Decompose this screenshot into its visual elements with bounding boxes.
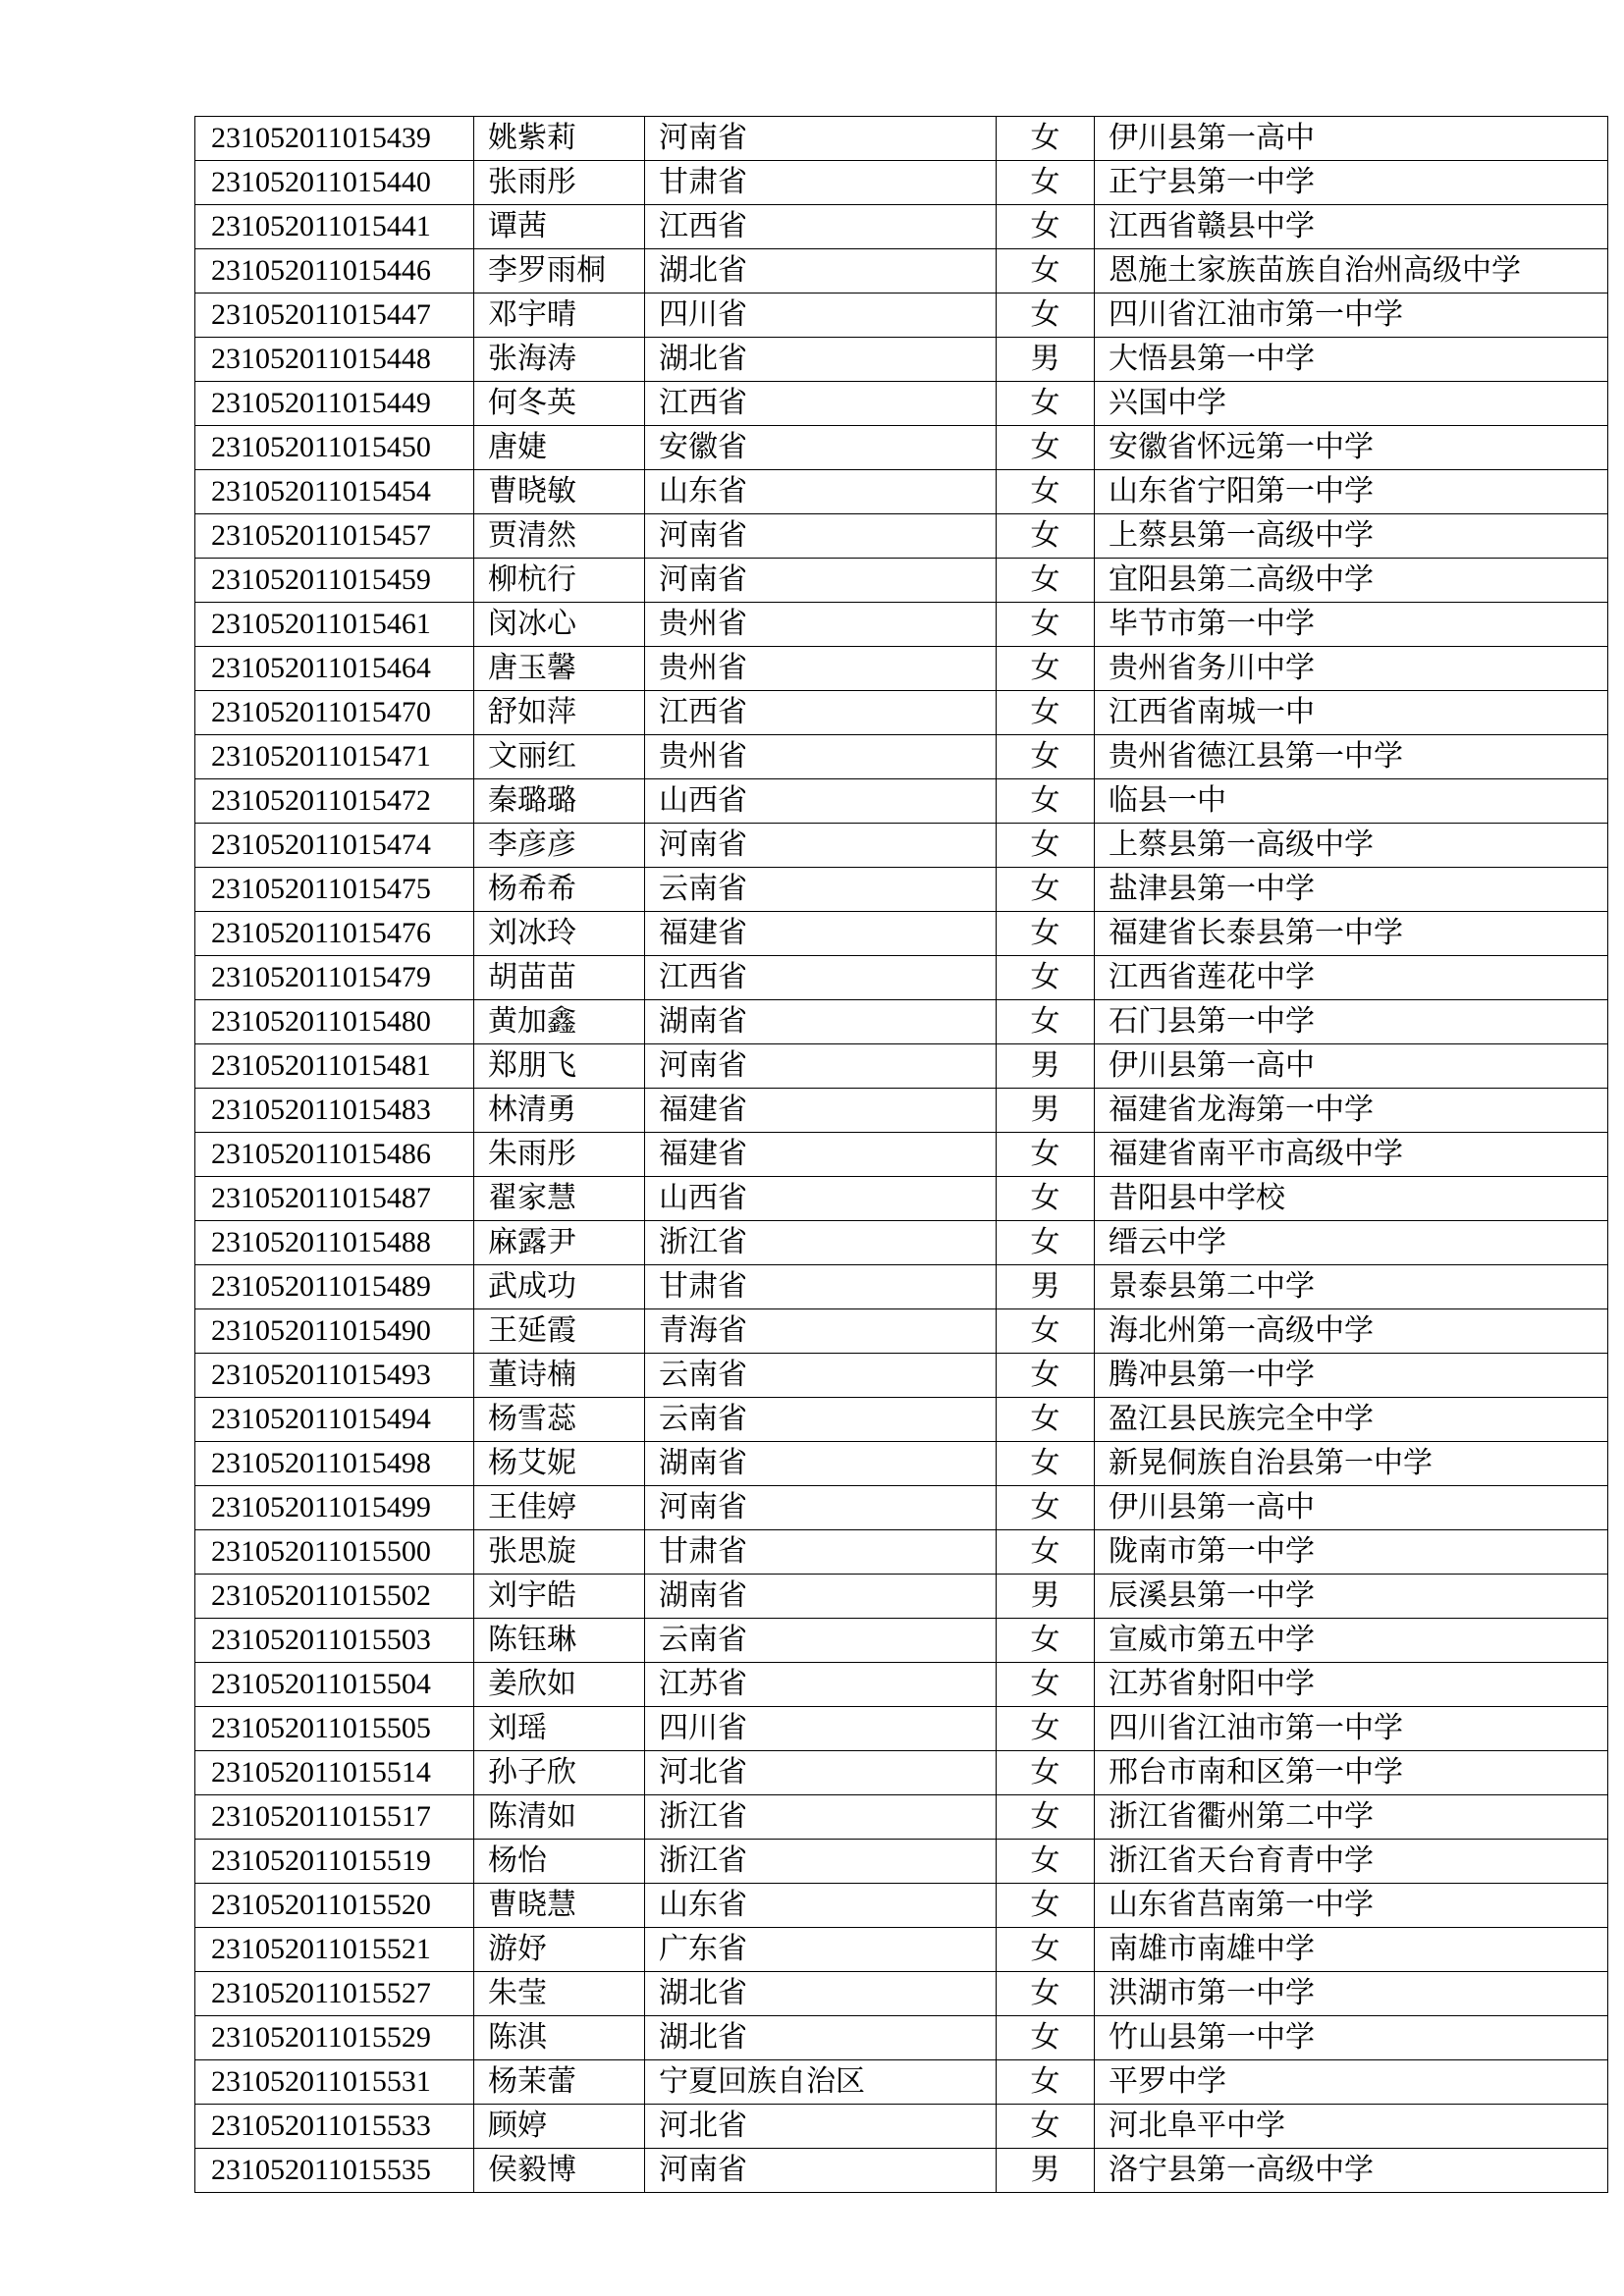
student-name-cell: 杨怡 [474, 1840, 645, 1884]
gender-cell: 女 [997, 1619, 1095, 1663]
gender-cell: 女 [997, 956, 1095, 1000]
table-row [195, 1044, 1608, 1089]
school-cell: 福建省长泰县第一中学 [1095, 912, 1608, 956]
province-cell: 河南省 [645, 2149, 997, 2193]
school-cell: 福建省南平市高级中学 [1095, 1133, 1608, 1177]
exam-number-cell: 231052011015474 [195, 824, 474, 868]
province-cell: 浙江省 [645, 1795, 997, 1840]
table-row [195, 868, 1608, 912]
province-cell: 河南省 [645, 1044, 997, 1089]
student-name-cell: 曹晓慧 [474, 1884, 645, 1928]
exam-number-cell: 231052011015476 [195, 912, 474, 956]
province-cell: 云南省 [645, 1354, 997, 1398]
exam-number-cell: 231052011015439 [195, 117, 474, 161]
table-row [195, 470, 1608, 514]
province-cell: 广东省 [645, 1928, 997, 1972]
student-name-cell: 曹晓敏 [474, 470, 645, 514]
school-cell: 江苏省射阳中学 [1095, 1663, 1608, 1707]
student-name-cell: 谭茜 [474, 205, 645, 249]
gender-cell: 女 [997, 779, 1095, 824]
gender-cell: 女 [997, 735, 1095, 779]
gender-cell: 女 [997, 603, 1095, 647]
school-cell: 洛宁县第一高级中学 [1095, 2149, 1608, 2193]
student-name-cell: 柳杭行 [474, 559, 645, 603]
gender-cell: 女 [997, 382, 1095, 426]
student-name-cell: 刘冰玲 [474, 912, 645, 956]
table-row [195, 205, 1608, 249]
table-row [195, 1398, 1608, 1442]
province-cell: 河北省 [645, 2105, 997, 2149]
gender-cell: 女 [997, 2060, 1095, 2105]
gender-cell: 男 [997, 1089, 1095, 1133]
student-list-body [195, 117, 1608, 2193]
province-cell: 贵州省 [645, 735, 997, 779]
province-cell: 湖南省 [645, 1575, 997, 1619]
table-row [195, 161, 1608, 205]
school-cell: 腾冲县第一中学 [1095, 1354, 1608, 1398]
school-cell: 正宁县第一中学 [1095, 161, 1608, 205]
student-name-cell: 刘宇皓 [474, 1575, 645, 1619]
table-row [195, 1751, 1608, 1795]
student-name-cell: 顾婷 [474, 2105, 645, 2149]
student-name-cell: 陈钰琳 [474, 1619, 645, 1663]
exam-number-cell: 231052011015470 [195, 691, 474, 735]
student-name-cell: 刘瑶 [474, 1707, 645, 1751]
gender-cell: 女 [997, 1795, 1095, 1840]
exam-number-cell: 231052011015487 [195, 1177, 474, 1221]
table-row [195, 249, 1608, 294]
school-cell: 宜阳县第二高级中学 [1095, 559, 1608, 603]
gender-cell: 女 [997, 249, 1095, 294]
school-cell: 缙云中学 [1095, 1221, 1608, 1265]
gender-cell: 男 [997, 338, 1095, 382]
school-cell: 上蔡县第一高级中学 [1095, 514, 1608, 559]
exam-number-cell: 231052011015489 [195, 1265, 474, 1309]
gender-cell: 男 [997, 1044, 1095, 1089]
student-name-cell: 唐玉馨 [474, 647, 645, 691]
gender-cell: 女 [997, 294, 1095, 338]
exam-number-cell: 231052011015486 [195, 1133, 474, 1177]
gender-cell: 女 [997, 1707, 1095, 1751]
school-cell: 竹山县第一中学 [1095, 2016, 1608, 2060]
gender-cell: 女 [997, 824, 1095, 868]
exam-number-cell: 231052011015479 [195, 956, 474, 1000]
student-name-cell: 贾清然 [474, 514, 645, 559]
exam-number-cell: 231052011015459 [195, 559, 474, 603]
student-name-cell: 张海涛 [474, 338, 645, 382]
exam-number-cell: 231052011015472 [195, 779, 474, 824]
province-cell: 浙江省 [645, 1221, 997, 1265]
province-cell: 江西省 [645, 382, 997, 426]
table-row [195, 2149, 1608, 2193]
student-name-cell: 杨艾妮 [474, 1442, 645, 1486]
province-cell: 福建省 [645, 912, 997, 956]
province-cell: 湖南省 [645, 1000, 997, 1044]
table-row [195, 1442, 1608, 1486]
exam-number-cell: 231052011015481 [195, 1044, 474, 1089]
table-row [195, 117, 1608, 161]
table-row [195, 1089, 1608, 1133]
province-cell: 江苏省 [645, 1663, 997, 1707]
province-cell: 河南省 [645, 1486, 997, 1530]
table-row [195, 691, 1608, 735]
student-list-table [194, 116, 1608, 2193]
exam-number-cell: 231052011015498 [195, 1442, 474, 1486]
gender-cell: 女 [997, 1442, 1095, 1486]
student-name-cell: 董诗楠 [474, 1354, 645, 1398]
table-row [195, 1177, 1608, 1221]
province-cell: 江西省 [645, 205, 997, 249]
gender-cell: 女 [997, 1398, 1095, 1442]
school-cell: 江西省莲花中学 [1095, 956, 1608, 1000]
table-row [195, 2060, 1608, 2105]
student-name-cell: 杨雪蕊 [474, 1398, 645, 1442]
school-cell: 临县一中 [1095, 779, 1608, 824]
school-cell: 景泰县第二中学 [1095, 1265, 1608, 1309]
student-name-cell: 郑朋飞 [474, 1044, 645, 1089]
exam-number-cell: 231052011015449 [195, 382, 474, 426]
exam-number-cell: 231052011015521 [195, 1928, 474, 1972]
exam-number-cell: 231052011015448 [195, 338, 474, 382]
student-name-cell: 李罗雨桐 [474, 249, 645, 294]
province-cell: 河北省 [645, 1751, 997, 1795]
exam-number-cell: 231052011015494 [195, 1398, 474, 1442]
school-cell: 昔阳县中学校 [1095, 1177, 1608, 1221]
school-cell: 恩施土家族苗族自治州高级中学 [1095, 249, 1608, 294]
gender-cell: 女 [997, 205, 1095, 249]
exam-number-cell: 231052011015471 [195, 735, 474, 779]
school-cell: 盈江县民族完全中学 [1095, 1398, 1608, 1442]
school-cell: 盐津县第一中学 [1095, 868, 1608, 912]
student-name-cell: 闵冰心 [474, 603, 645, 647]
gender-cell: 女 [997, 470, 1095, 514]
table-row [195, 1575, 1608, 1619]
school-cell: 山东省宁阳第一中学 [1095, 470, 1608, 514]
table-row [195, 1354, 1608, 1398]
gender-cell: 男 [997, 1265, 1095, 1309]
province-cell: 甘肃省 [645, 161, 997, 205]
table-row [195, 1000, 1608, 1044]
table-row [195, 824, 1608, 868]
province-cell: 四川省 [645, 1707, 997, 1751]
school-cell: 贵州省德江县第一中学 [1095, 735, 1608, 779]
student-name-cell: 邓宇晴 [474, 294, 645, 338]
gender-cell: 女 [997, 1309, 1095, 1354]
exam-number-cell: 231052011015535 [195, 2149, 474, 2193]
school-cell: 江西省南城一中 [1095, 691, 1608, 735]
exam-number-cell: 231052011015488 [195, 1221, 474, 1265]
student-name-cell: 舒如萍 [474, 691, 645, 735]
school-cell: 洪湖市第一中学 [1095, 1972, 1608, 2016]
gender-cell: 女 [997, 1221, 1095, 1265]
student-name-cell: 杨希希 [474, 868, 645, 912]
exam-number-cell: 231052011015446 [195, 249, 474, 294]
gender-cell: 女 [997, 647, 1095, 691]
student-name-cell: 林清勇 [474, 1089, 645, 1133]
province-cell: 甘肃省 [645, 1530, 997, 1575]
province-cell: 山西省 [645, 779, 997, 824]
school-cell: 平罗中学 [1095, 2060, 1608, 2105]
gender-cell: 女 [997, 1928, 1095, 1972]
exam-number-cell: 231052011015454 [195, 470, 474, 514]
gender-cell: 男 [997, 2149, 1095, 2193]
student-name-cell: 孙子欣 [474, 1751, 645, 1795]
table-row [195, 1530, 1608, 1575]
gender-cell: 女 [997, 691, 1095, 735]
gender-cell: 女 [997, 2016, 1095, 2060]
exam-number-cell: 231052011015519 [195, 1840, 474, 1884]
gender-cell: 女 [997, 559, 1095, 603]
school-cell: 山东省莒南第一中学 [1095, 1884, 1608, 1928]
table-row [195, 1221, 1608, 1265]
province-cell: 湖北省 [645, 2016, 997, 2060]
province-cell: 四川省 [645, 294, 997, 338]
school-cell: 伊川县第一高中 [1095, 1486, 1608, 1530]
school-cell: 石门县第一中学 [1095, 1000, 1608, 1044]
province-cell: 贵州省 [645, 603, 997, 647]
student-name-cell: 唐婕 [474, 426, 645, 470]
school-cell: 河北阜平中学 [1095, 2105, 1608, 2149]
exam-number-cell: 231052011015529 [195, 2016, 474, 2060]
exam-number-cell: 231052011015502 [195, 1575, 474, 1619]
school-cell: 大悟县第一中学 [1095, 338, 1608, 382]
province-cell: 湖北省 [645, 338, 997, 382]
province-cell: 贵州省 [645, 647, 997, 691]
gender-cell: 女 [997, 1663, 1095, 1707]
exam-number-cell: 231052011015493 [195, 1354, 474, 1398]
exam-number-cell: 231052011015490 [195, 1309, 474, 1354]
province-cell: 山西省 [645, 1177, 997, 1221]
exam-number-cell: 231052011015517 [195, 1795, 474, 1840]
province-cell: 江西省 [645, 956, 997, 1000]
gender-cell: 女 [997, 1486, 1095, 1530]
province-cell: 河南省 [645, 117, 997, 161]
table-row [195, 956, 1608, 1000]
table-row [195, 338, 1608, 382]
gender-cell: 女 [997, 912, 1095, 956]
province-cell: 甘肃省 [645, 1265, 997, 1309]
exam-number-cell: 231052011015475 [195, 868, 474, 912]
province-cell: 山东省 [645, 1884, 997, 1928]
exam-number-cell: 231052011015527 [195, 1972, 474, 2016]
exam-number-cell: 231052011015503 [195, 1619, 474, 1663]
student-name-cell: 朱莹 [474, 1972, 645, 2016]
province-cell: 湖南省 [645, 1442, 997, 1486]
table-row [195, 1840, 1608, 1884]
gender-cell: 女 [997, 1972, 1095, 2016]
table-row [195, 2016, 1608, 2060]
table-row [195, 603, 1608, 647]
table-row [195, 1884, 1608, 1928]
school-cell: 伊川县第一高中 [1095, 117, 1608, 161]
table-row [195, 2105, 1608, 2149]
gender-cell: 男 [997, 1575, 1095, 1619]
exam-number-cell: 231052011015461 [195, 603, 474, 647]
table-row [195, 735, 1608, 779]
province-cell: 云南省 [645, 868, 997, 912]
table-row [195, 1133, 1608, 1177]
school-cell: 安徽省怀远第一中学 [1095, 426, 1608, 470]
gender-cell: 女 [997, 161, 1095, 205]
student-name-cell: 姚紫莉 [474, 117, 645, 161]
student-name-cell: 秦璐璐 [474, 779, 645, 824]
school-cell: 福建省龙海第一中学 [1095, 1089, 1608, 1133]
gender-cell: 女 [997, 1354, 1095, 1398]
student-name-cell: 游妤 [474, 1928, 645, 1972]
student-name-cell: 陈淇 [474, 2016, 645, 2060]
province-cell: 湖北省 [645, 249, 997, 294]
gender-cell: 女 [997, 117, 1095, 161]
table-row [195, 1486, 1608, 1530]
student-name-cell: 麻露尹 [474, 1221, 645, 1265]
gender-cell: 女 [997, 1133, 1095, 1177]
exam-number-cell: 231052011015447 [195, 294, 474, 338]
student-name-cell: 张思旋 [474, 1530, 645, 1575]
exam-number-cell: 231052011015440 [195, 161, 474, 205]
exam-number-cell: 231052011015480 [195, 1000, 474, 1044]
gender-cell: 女 [997, 426, 1095, 470]
exam-number-cell: 231052011015500 [195, 1530, 474, 1575]
school-cell: 四川省江油市第一中学 [1095, 1707, 1608, 1751]
exam-number-cell: 231052011015441 [195, 205, 474, 249]
exam-number-cell: 231052011015504 [195, 1663, 474, 1707]
table-row [195, 559, 1608, 603]
exam-number-cell: 231052011015533 [195, 2105, 474, 2149]
student-name-cell: 陈清如 [474, 1795, 645, 1840]
school-cell: 海北州第一高级中学 [1095, 1309, 1608, 1354]
table-row [195, 514, 1608, 559]
student-name-cell: 姜欣如 [474, 1663, 645, 1707]
table-row [195, 382, 1608, 426]
table-row [195, 1972, 1608, 2016]
exam-number-cell: 231052011015499 [195, 1486, 474, 1530]
province-cell: 福建省 [645, 1089, 997, 1133]
student-name-cell: 何冬英 [474, 382, 645, 426]
gender-cell: 女 [997, 2105, 1095, 2149]
student-name-cell: 侯毅博 [474, 2149, 645, 2193]
province-cell: 河南省 [645, 559, 997, 603]
school-cell: 邢台市南和区第一中学 [1095, 1751, 1608, 1795]
table-row [195, 1309, 1608, 1354]
province-cell: 云南省 [645, 1398, 997, 1442]
exam-number-cell: 231052011015505 [195, 1707, 474, 1751]
school-cell: 兴国中学 [1095, 382, 1608, 426]
table-row [195, 779, 1608, 824]
school-cell: 伊川县第一高中 [1095, 1044, 1608, 1089]
table-row [195, 1265, 1608, 1309]
school-cell: 上蔡县第一高级中学 [1095, 824, 1608, 868]
school-cell: 陇南市第一中学 [1095, 1530, 1608, 1575]
gender-cell: 女 [997, 1840, 1095, 1884]
student-name-cell: 朱雨彤 [474, 1133, 645, 1177]
table-row [195, 1619, 1608, 1663]
exam-number-cell: 231052011015520 [195, 1884, 474, 1928]
table-row [195, 294, 1608, 338]
gender-cell: 女 [997, 1177, 1095, 1221]
province-cell: 湖北省 [645, 1972, 997, 2016]
gender-cell: 女 [997, 1530, 1095, 1575]
student-name-cell: 王延霞 [474, 1309, 645, 1354]
table-row [195, 1928, 1608, 1972]
gender-cell: 女 [997, 514, 1095, 559]
student-name-cell: 武成功 [474, 1265, 645, 1309]
province-cell: 青海省 [645, 1309, 997, 1354]
province-cell: 河南省 [645, 514, 997, 559]
gender-cell: 女 [997, 868, 1095, 912]
exam-number-cell: 231052011015450 [195, 426, 474, 470]
school-cell: 新晃侗族自治县第一中学 [1095, 1442, 1608, 1486]
province-cell: 云南省 [645, 1619, 997, 1663]
student-name-cell: 王佳婷 [474, 1486, 645, 1530]
student-name-cell: 胡苗苗 [474, 956, 645, 1000]
school-cell: 南雄市南雄中学 [1095, 1928, 1608, 1972]
school-cell: 江西省赣县中学 [1095, 205, 1608, 249]
student-name-cell: 杨茉蕾 [474, 2060, 645, 2105]
province-cell: 河南省 [645, 824, 997, 868]
province-cell: 山东省 [645, 470, 997, 514]
school-cell: 毕节市第一中学 [1095, 603, 1608, 647]
table-row [195, 426, 1608, 470]
table-row [195, 1707, 1608, 1751]
gender-cell: 女 [997, 1751, 1095, 1795]
exam-number-cell: 231052011015457 [195, 514, 474, 559]
table-row [195, 912, 1608, 956]
table-row [195, 1663, 1608, 1707]
province-cell: 宁夏回族自治区 [645, 2060, 997, 2105]
province-cell: 江西省 [645, 691, 997, 735]
student-name-cell: 文丽红 [474, 735, 645, 779]
student-name-cell: 黄加鑫 [474, 1000, 645, 1044]
school-cell: 浙江省衢州第二中学 [1095, 1795, 1608, 1840]
exam-number-cell: 231052011015483 [195, 1089, 474, 1133]
school-cell: 四川省江油市第一中学 [1095, 294, 1608, 338]
school-cell: 浙江省天台育青中学 [1095, 1840, 1608, 1884]
province-cell: 福建省 [645, 1133, 997, 1177]
exam-number-cell: 231052011015531 [195, 2060, 474, 2105]
gender-cell: 女 [997, 1000, 1095, 1044]
school-cell: 宣威市第五中学 [1095, 1619, 1608, 1663]
province-cell: 浙江省 [645, 1840, 997, 1884]
table-row [195, 647, 1608, 691]
school-cell: 辰溪县第一中学 [1095, 1575, 1608, 1619]
province-cell: 安徽省 [645, 426, 997, 470]
student-name-cell: 翟家慧 [474, 1177, 645, 1221]
exam-number-cell: 231052011015464 [195, 647, 474, 691]
gender-cell: 女 [997, 1884, 1095, 1928]
exam-number-cell: 231052011015514 [195, 1751, 474, 1795]
school-cell: 贵州省务川中学 [1095, 647, 1608, 691]
student-name-cell: 李彦彦 [474, 824, 645, 868]
table-row [195, 1795, 1608, 1840]
student-name-cell: 张雨彤 [474, 161, 645, 205]
